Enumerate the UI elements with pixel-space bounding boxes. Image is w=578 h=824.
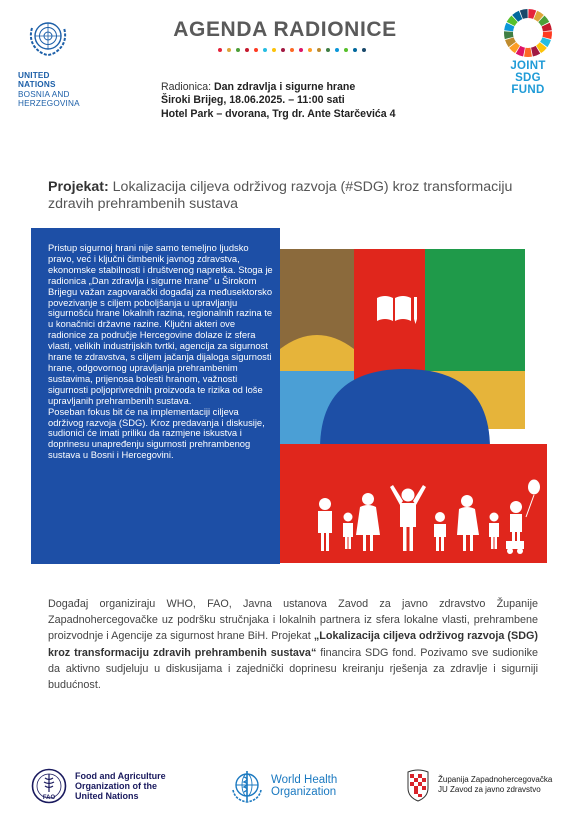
un-text-line2: NATIONS xyxy=(18,80,56,90)
sdg-dot xyxy=(281,48,285,52)
coat-of-arms-icon xyxy=(404,768,432,802)
sdg-dot xyxy=(227,48,231,52)
un-emblem-icon xyxy=(26,14,70,58)
fao-text-line2: Organization of the xyxy=(75,781,157,791)
joint-sdg-fund-logo xyxy=(496,8,560,96)
sdg-dot xyxy=(335,48,339,52)
description-paragraph-2: Poseban fokus bit će na implementaciji ciljeva održivog razvoja (SDG). Kroz predavanja i diskusije, sudionici će imati priliku da razmjene iskustva i doprinesu unapređenju sigurnosti prehrambenog sustava u Bosni i Hercegovini. xyxy=(48,405,265,461)
event-date-time: Široki Brijeg, 18.06.2025. – 11:00 sati xyxy=(161,94,345,107)
sdg-dot xyxy=(218,48,222,52)
family-illustration xyxy=(280,249,547,563)
un-text-line3: BOSNIA AND xyxy=(18,89,70,99)
sdg-wheel-icon xyxy=(503,8,553,58)
organizers-text-bold: „Lokalizacija ciljeva održivog razvoja (SDG) kroz transformaciju zdravih prehrambenih sustava“ xyxy=(48,630,538,659)
sdg-dot xyxy=(326,48,330,52)
fao-logo xyxy=(31,768,166,804)
sdg-dot xyxy=(344,48,348,52)
un-bih-logo xyxy=(18,14,128,109)
sdg-dot xyxy=(362,48,366,52)
illus-green-block xyxy=(425,249,525,371)
sdg-dot xyxy=(263,48,267,52)
sdg-text-line1: JOINT xyxy=(510,60,546,72)
sdg-text-line3: FUND xyxy=(511,84,545,96)
sdg-dot xyxy=(299,48,303,52)
sdg-wheel-segment xyxy=(524,48,532,57)
project-title: Lokalizacija ciljeva održivog razvoja (#SDG) kroz transformaciju zdravih prehrambenih sustava xyxy=(48,179,513,212)
organizers-text-1: Događaj organiziraju WHO, FAO, Javna ustanova Zavod za javno zdravstvo Županije Zapadnohercegovačke uz podršku stručnjaka i lokalnih partnera iz sfera lokalne vlasti, prehrambene proizvodnje i Agencije za sigurnost hrane BiH. Projekat xyxy=(48,598,538,643)
zupanija-text-line2: JU Zavod za javno zdravstvo xyxy=(438,785,541,794)
organizers-paragraph xyxy=(48,596,538,693)
fao-text-line1: Food and Agriculture xyxy=(75,771,166,781)
un-text-line4: HERZEGOVINA xyxy=(18,99,80,109)
sdg-dot xyxy=(245,48,249,52)
project-heading xyxy=(48,179,538,213)
description-text xyxy=(48,243,273,461)
zupanija-logo xyxy=(404,768,552,802)
sdg-dot xyxy=(254,48,258,52)
who-logo xyxy=(229,768,337,804)
sdg-dot xyxy=(236,48,240,52)
zupanija-text-line1: Županija Zapadnohercegovačka xyxy=(438,775,553,784)
fao-text-line3: United Nations xyxy=(75,791,139,801)
description-paragraph-1: Pristup sigurnoj hrani nije samo temeljno ljudsko pravo, već i ključni čimbenik javnog zdravstva, ekonomske stabilnosti i društvenog napretka. Stoga je radionica „Dan zdravlja i sigurne hrane“ u Širokom Brijegu važan zagovarački događaj za međusektorsko povezivanje s ciljem poboljšanja u upravljanju sigurnošću hrane lokalnih razina, regionalnih razina te u konačnici državne razine. Ključni akteri ove radionice za područje Hercegovine dolaze iz sfera vlasti, velikih industrijskih tvrtki, agencija za sigurnost hrane te zdravstva, s ciljem jačanja dijaloga sigurnosti hrane, odgovornog upravljanja prehrambenim sustavima, prijenosa bolesti hranom, važnosti sigurnosti poljoprivrednih proizvoda te rizika od loše upravljanih prehrambenih sustava. xyxy=(48,242,273,406)
event-name: Dan zdravlja i sigurne hrane xyxy=(214,81,356,93)
project-label: Projekat: xyxy=(48,179,109,195)
sdg-dot xyxy=(353,48,357,52)
fao-emblem-icon xyxy=(31,768,67,804)
fao-emblem-text: FAO xyxy=(42,795,56,801)
event-info xyxy=(161,81,396,121)
sdg-dot xyxy=(290,48,294,52)
who-text-line2: Organization xyxy=(271,786,337,798)
event-venue: Hotel Park – dvorana, Trg dr. Ante Starčevića 4 xyxy=(161,107,396,120)
sdg-text-line2: SDG xyxy=(515,72,541,84)
sdg-dot xyxy=(308,48,312,52)
un-text-line1: UNITED xyxy=(18,71,50,80)
organizers-text-2: financira SDG fond. Pozivamo sve sudionike da aktivno sudjeluju u diskusijama i zajednički doprinesu kreiranju rješenja za zdravlje i sigurniji budućnost. xyxy=(48,646,538,692)
sdg-color-dots xyxy=(218,48,366,52)
page-title: AGENDA RADIONICE xyxy=(173,18,397,41)
who-text-line1: World Health xyxy=(271,773,338,786)
event-label: Radionica: xyxy=(161,81,214,93)
sdg-dot xyxy=(272,48,276,52)
sdg-dot xyxy=(317,48,321,52)
who-emblem-icon xyxy=(229,768,265,804)
